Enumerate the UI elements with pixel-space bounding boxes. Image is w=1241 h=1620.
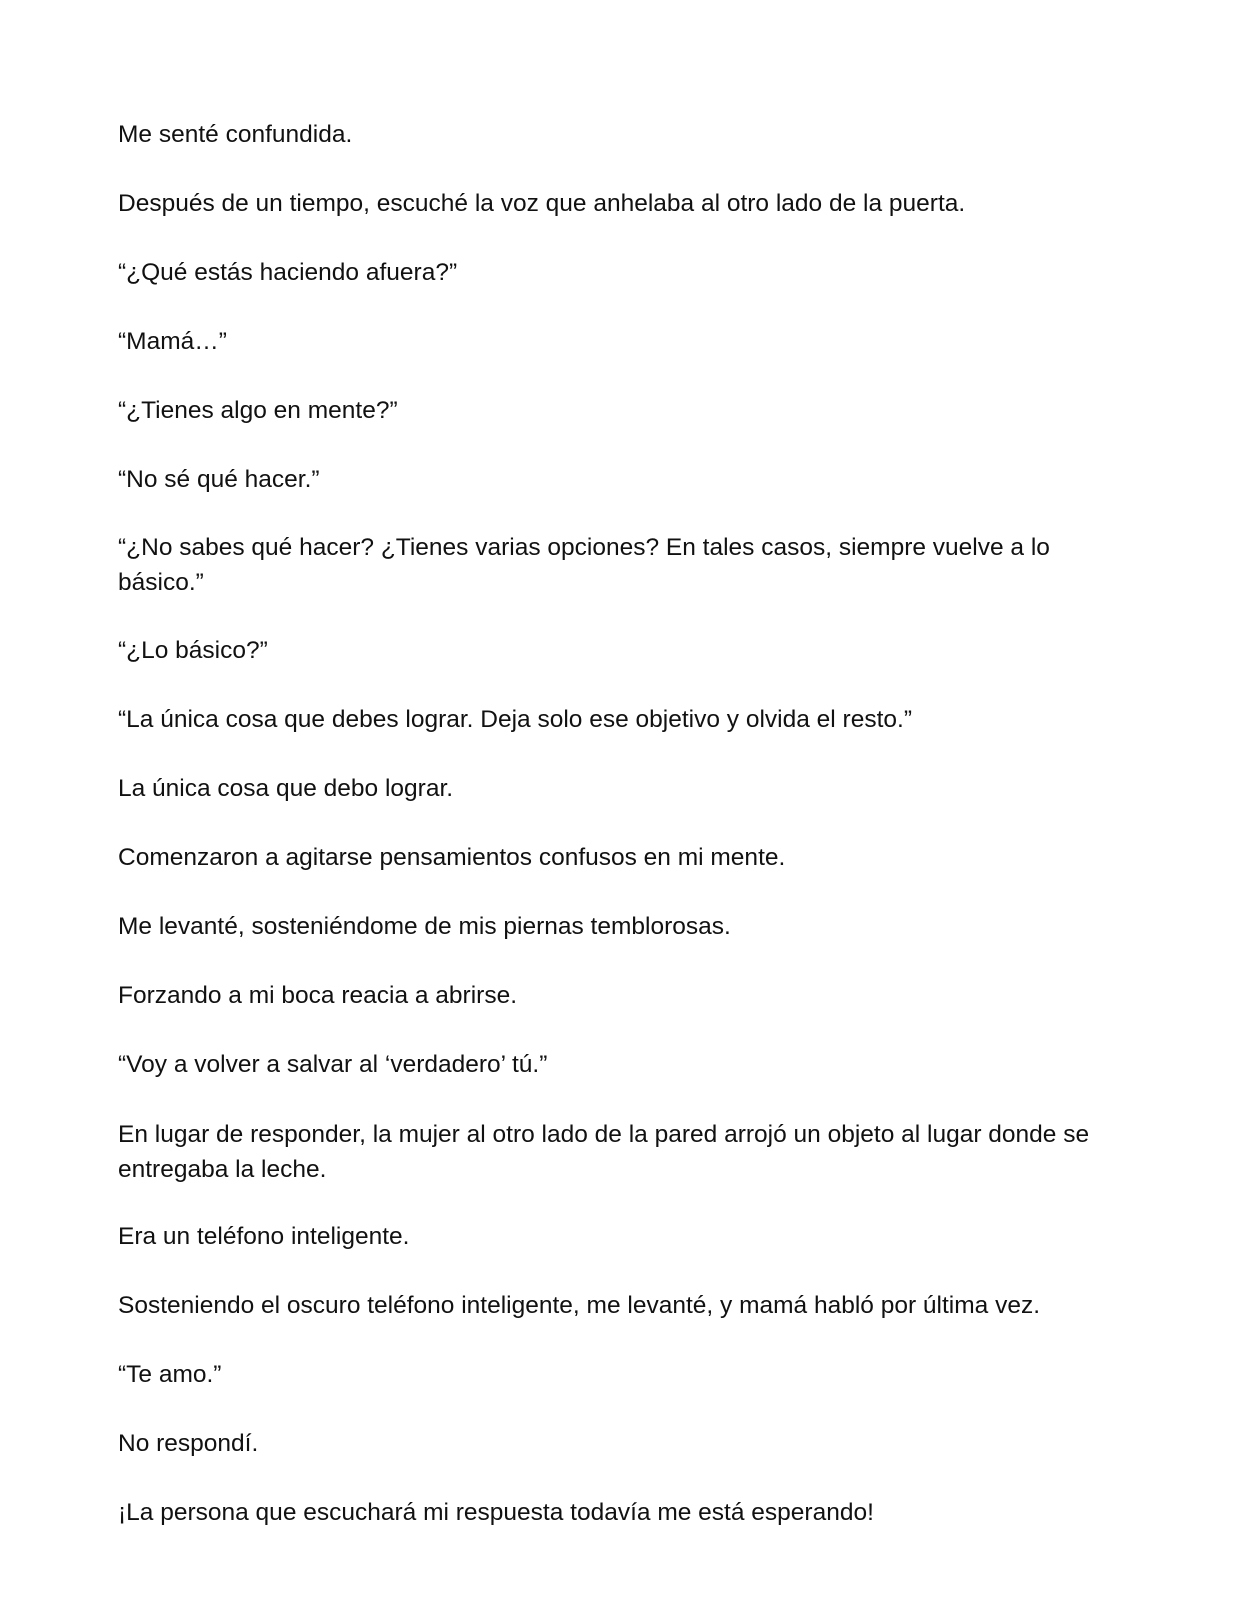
paragraph: Forzando a mi boca reacia a abrirse. [118,982,517,1009]
paragraph: La única cosa que debo lograr. [118,775,454,802]
paragraph: Me levanté, sosteniéndome de mis piernas temblorosas. [118,913,731,940]
paragraph: Me senté confundida. [118,121,353,148]
paragraph: “Voy a volver a salvar al ‘verdadero’ tú.” [118,1051,548,1078]
paragraph: “Te amo.” [118,1361,222,1388]
paragraph: “Mamá…” [118,328,227,355]
paragraph: Era un teléfono inteligente. [118,1223,410,1250]
paragraph: “La única cosa que debes lograr. Deja solo ese objetivo y olvida el resto.” [118,706,912,733]
paragraph: “¿Lo básico?” [118,637,268,664]
paragraph: No respondí. [118,1430,259,1457]
paragraph: Después de un tiempo, escuché la voz que anhelaba al otro lado de la puerta. [118,190,966,217]
paragraph: “No sé qué hacer.” [118,466,320,493]
paragraph: En lugar de responder, la mujer al otro lado de la pared arrojó un objeto al lugar donde se entregaba la leche. [118,1121,1090,1183]
paragraph: “¿Qué estás haciendo afuera?” [118,259,458,286]
paragraph: Comenzaron a agitarse pensamientos confusos en mi mente. [118,844,786,871]
paragraph: ¡La persona que escuchará mi respuesta todavía me está esperando! [118,1499,874,1526]
paragraph: Sosteniendo el oscuro teléfono inteligente, me levanté, y mamá habló por última vez. [118,1292,1041,1319]
paragraph: “¿Tienes algo en mente?” [118,397,398,424]
paragraph: “¿No sabes qué hacer? ¿Tienes varias opciones? En tales casos, siempre vuelve a lo básico.” [118,534,1050,596]
